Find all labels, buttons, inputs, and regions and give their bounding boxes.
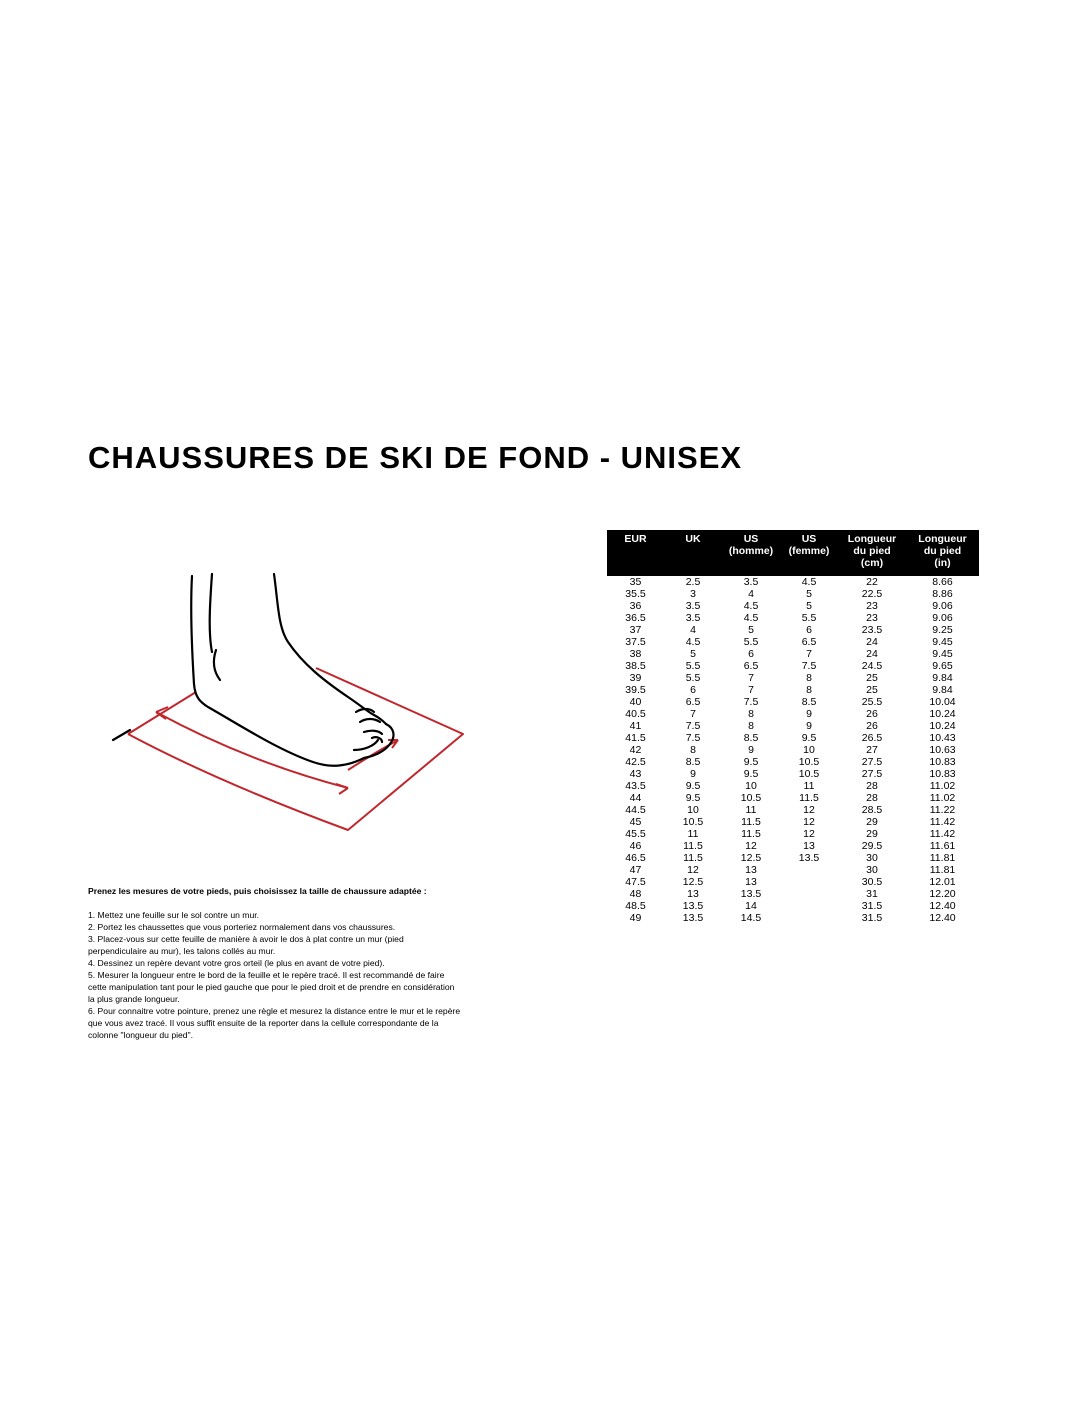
cell-uk: 13.5 — [682, 900, 704, 912]
instruction-step: 5. Mesurer la longueur entre le bord de la feuille et le repère tracé. Il est recommandé de faire cette manipulation tant pour le pied gauche que pour le pied droit et de prendre en considération la plus grande longueur. — [88, 970, 455, 1004]
cell-length-cm: 29.5 — [861, 840, 883, 852]
cell-us-femme — [780, 900, 838, 912]
cell-us-femme: 5.5 — [801, 612, 817, 624]
cell-length-in: 11.02 — [929, 780, 956, 792]
cell-us-femme: 11.5 — [799, 792, 819, 804]
column-header-eur: EUR — [607, 530, 664, 576]
table-row — [607, 624, 979, 636]
cell-us-femme: 5 — [806, 600, 812, 612]
table-row — [607, 720, 979, 732]
cell-us-homme: 5.5 — [743, 636, 759, 648]
cell-us-homme: 3.5 — [743, 576, 759, 588]
cell-uk: 6 — [690, 684, 696, 696]
table-row — [607, 912, 979, 924]
cell-us-homme: 4.5 — [743, 600, 759, 612]
cell-us-homme: 13 — [745, 876, 757, 888]
cell-eur: 45.5 — [625, 828, 646, 840]
cell-eur: 43.5 — [625, 780, 646, 792]
cell-length-in: 12.40 — [929, 900, 956, 912]
cell-us-femme: 9.5 — [801, 732, 817, 744]
cell-length-in: 9.06 — [932, 600, 953, 612]
cell-us-femme: 13 — [803, 840, 815, 852]
cell-length-in: 12.01 — [929, 876, 956, 888]
cell-eur: 48.5 — [625, 900, 646, 912]
cell-eur: 41.5 — [625, 732, 646, 744]
cell-us-homme: 13.5 — [740, 888, 762, 900]
cell-uk: 3.5 — [685, 612, 701, 624]
cell-length-cm: 25 — [866, 672, 878, 684]
size-table — [607, 530, 979, 924]
cell-us-homme: 4 — [748, 588, 754, 600]
cell-eur: 39 — [629, 672, 642, 684]
cell-us-femme: 8.5 — [801, 696, 817, 708]
cell-length-cm: 25.5 — [861, 696, 883, 708]
cell-uk: 4 — [690, 624, 696, 636]
column-header-length-cm: Longueur du pied (cm) — [838, 530, 906, 576]
table-row — [607, 684, 979, 696]
cell-us-homme: 11 — [745, 804, 757, 816]
cell-eur: 45 — [629, 816, 642, 828]
cell-uk: 4.5 — [685, 636, 701, 648]
table-row — [607, 660, 979, 672]
cell-length-in: 9.65 — [932, 660, 953, 672]
cell-length-cm: 31.5 — [861, 912, 883, 924]
cell-us-femme: 12 — [803, 816, 815, 828]
cell-length-in: 9.84 — [932, 684, 953, 696]
cell-us-homme: 6.5 — [743, 660, 759, 672]
table-row — [607, 804, 979, 816]
cell-us-homme: 11.5 — [741, 816, 761, 828]
cell-uk: 10 — [687, 804, 699, 816]
table-row — [607, 636, 979, 648]
column-header-us-homme: US (homme) — [722, 530, 780, 576]
cell-eur: 46 — [629, 840, 642, 852]
cell-length-cm: 30 — [866, 852, 878, 864]
cell-length-in: 11.22 — [929, 804, 956, 816]
cell-eur: 40.5 — [625, 708, 646, 720]
cell-length-cm: 24.5 — [861, 660, 883, 672]
cell-length-cm: 23.5 — [861, 624, 883, 636]
cell-length-in: 8.66 — [932, 576, 953, 588]
instruction-step: 6. Pour connaitre votre pointure, prenez une règle et mesurez la distance entre le mur et le repère que vous avez tracé. Il vous suffit ensuite de la reporter dans la cellule correspondante de la colonne "longueur du pied". — [88, 1006, 461, 1040]
cell-us-homme: 6 — [748, 648, 754, 660]
instruction-step: 3. Placez-vous sur cette feuille de manière à avoir le dos à plat contre un mur (pied perpendiculaire au mur), les talons collés au mur. — [88, 934, 404, 956]
cell-length-in: 10.24 — [929, 720, 956, 732]
table-row — [607, 732, 979, 744]
cell-us-homme: 9 — [748, 744, 754, 756]
cell-us-femme: 12 — [803, 828, 815, 840]
cell-uk: 10.5 — [682, 816, 704, 828]
foot-measurement-icon — [108, 572, 473, 834]
cell-length-cm: 31.5 — [861, 900, 883, 912]
cell-length-cm: 23 — [866, 600, 878, 612]
cell-length-cm: 22 — [866, 576, 878, 588]
cell-us-homme: 9.5 — [743, 768, 759, 780]
cell-us-homme: 8 — [748, 720, 754, 732]
cell-us-homme: 12 — [745, 840, 757, 852]
cell-length-cm: 26 — [866, 720, 878, 732]
table-row — [607, 744, 979, 756]
cell-length-cm: 30.5 — [861, 876, 883, 888]
cell-uk: 7 — [690, 708, 696, 720]
cell-length-cm: 23 — [866, 612, 878, 624]
cell-length-in: 8.86 — [932, 588, 953, 600]
cell-length-in: 11.61 — [929, 840, 956, 852]
column-header-uk: UK — [664, 530, 722, 576]
column-header-us-femme: US (femme) — [780, 530, 838, 576]
cell-uk: 9 — [690, 768, 696, 780]
cell-us-homme: 10.5 — [740, 792, 762, 804]
cell-us-femme: 8 — [806, 684, 812, 696]
table-row — [607, 768, 979, 780]
cell-us-femme: 13.5 — [798, 852, 820, 864]
cell-length-cm: 24 — [866, 636, 878, 648]
cell-eur: 42 — [629, 744, 642, 756]
cell-us-homme: 8.5 — [743, 732, 759, 744]
cell-us-femme: 7.5 — [801, 660, 817, 672]
cell-eur: 35.5 — [625, 588, 646, 600]
cell-length-in: 11.42 — [929, 816, 956, 828]
cell-eur: 41 — [629, 720, 642, 732]
cell-us-femme: 4.5 — [801, 576, 817, 588]
cell-uk: 3 — [690, 588, 696, 600]
cell-us-femme: 9 — [806, 720, 812, 732]
cell-length-in: 9.45 — [932, 648, 953, 660]
instruction-step: 4. Dessinez un repère devant votre gros orteil (le plus en avant de votre pied). — [88, 958, 385, 968]
cell-length-cm: 30 — [866, 864, 878, 876]
cell-us-homme: 8 — [748, 708, 754, 720]
cell-us-homme: 9.5 — [743, 756, 759, 768]
cell-us-femme: 9 — [806, 708, 812, 720]
cell-length-cm: 24 — [866, 648, 878, 660]
cell-us-femme: 10.5 — [798, 768, 820, 780]
cell-us-homme: 10 — [745, 780, 757, 792]
cell-us-femme — [780, 912, 838, 924]
cell-us-femme: 5 — [806, 588, 812, 600]
cell-uk: 8.5 — [685, 756, 701, 768]
cell-us-femme: 8 — [806, 672, 812, 684]
cell-uk: 9.5 — [685, 792, 701, 804]
cell-length-cm: 22.5 — [861, 588, 883, 600]
cell-length-cm: 28 — [866, 792, 878, 804]
instruction-step: 2. Portez les chaussettes que vous porteriez normalement dans vos chaussures. — [88, 922, 396, 932]
cell-length-cm: 28 — [866, 780, 878, 792]
cell-us-homme: 12.5 — [740, 852, 762, 864]
cell-length-in: 11.81 — [929, 864, 956, 876]
cell-length-in: 9.06 — [932, 612, 953, 624]
cell-us-femme: 11 — [803, 780, 815, 792]
table-row — [607, 840, 979, 852]
cell-length-in: 10.63 — [929, 744, 956, 756]
cell-eur: 44 — [629, 792, 642, 804]
cell-length-cm: 27 — [866, 744, 878, 756]
cell-eur: 38 — [629, 648, 642, 660]
cell-length-cm: 28.5 — [861, 804, 883, 816]
cell-eur: 43 — [629, 768, 642, 780]
instruction-step: 1. Mettez une feuille sur le sol contre un mur. — [88, 910, 260, 920]
table-row — [607, 756, 979, 768]
cell-length-in: 9.25 — [932, 624, 953, 636]
cell-eur: 37 — [629, 624, 642, 636]
table-row — [607, 576, 979, 588]
cell-length-in: 12.40 — [929, 912, 956, 924]
cell-length-in: 9.84 — [932, 672, 953, 684]
cell-length-cm: 29 — [866, 816, 878, 828]
cell-uk: 5.5 — [685, 672, 701, 684]
table-row — [607, 792, 979, 804]
cell-us-homme: 11.5 — [741, 828, 761, 840]
cell-us-homme: 7.5 — [743, 696, 759, 708]
table-row — [607, 708, 979, 720]
table-row — [607, 852, 979, 864]
cell-uk: 5.5 — [685, 660, 701, 672]
cell-uk: 8 — [690, 744, 696, 756]
cell-us-femme: 6.5 — [801, 636, 817, 648]
cell-length-cm: 27.5 — [861, 768, 883, 780]
cell-us-homme: 14 — [745, 900, 757, 912]
cell-us-femme — [780, 888, 838, 900]
size-chart — [607, 530, 967, 924]
cell-length-in: 10.83 — [929, 768, 956, 780]
table-row — [607, 828, 979, 840]
table-row — [607, 696, 979, 708]
table-header-row — [607, 530, 979, 576]
cell-length-in: 10.43 — [929, 732, 956, 744]
cell-length-in: 10.83 — [929, 756, 956, 768]
cell-length-in: 11.02 — [929, 792, 956, 804]
cell-length-in: 11.42 — [929, 828, 956, 840]
cell-length-in: 12.20 — [929, 888, 956, 900]
table-row — [607, 876, 979, 888]
cell-uk: 11.5 — [683, 840, 703, 852]
cell-us-femme: 12 — [803, 804, 815, 816]
cell-eur: 36 — [629, 600, 642, 612]
cell-eur: 39.5 — [625, 684, 646, 696]
cell-eur: 49 — [629, 912, 642, 924]
table-row — [607, 612, 979, 624]
cell-eur: 44.5 — [625, 804, 646, 816]
cell-us-homme: 14.5 — [740, 912, 762, 924]
instructions — [88, 885, 463, 1041]
cell-us-homme: 13 — [745, 864, 757, 876]
cell-uk: 12.5 — [682, 876, 704, 888]
cell-eur: 48 — [629, 888, 642, 900]
cell-eur: 42.5 — [625, 756, 646, 768]
cell-length-cm: 26 — [866, 708, 878, 720]
cell-uk: 12 — [687, 864, 699, 876]
cell-uk: 5 — [690, 648, 696, 660]
table-row — [607, 780, 979, 792]
cell-us-homme: 5 — [748, 624, 754, 636]
column-header-length-in: Longueur du pied (in) — [906, 530, 979, 576]
cell-us-femme — [780, 864, 838, 876]
cell-uk: 7.5 — [685, 720, 701, 732]
table-row — [607, 600, 979, 612]
cell-length-cm: 31 — [866, 888, 878, 900]
cell-us-femme: 10 — [803, 744, 815, 756]
cell-eur: 47.5 — [625, 876, 646, 888]
table-row — [607, 900, 979, 912]
instructions-intro: Prenez les mesures de votre pieds, puis choisissez la taille de chaussure adaptée : — [88, 886, 427, 896]
cell-length-cm: 29 — [866, 828, 878, 840]
cell-length-in: 9.45 — [932, 636, 953, 648]
table-row — [607, 864, 979, 876]
cell-length-in: 11.81 — [929, 852, 956, 864]
cell-uk: 11 — [687, 828, 699, 840]
cell-eur: 35 — [629, 576, 642, 588]
cell-uk: 11.5 — [683, 852, 703, 864]
cell-eur: 36.5 — [625, 612, 646, 624]
cell-us-femme: 6 — [806, 624, 812, 636]
cell-us-femme: 10.5 — [798, 756, 820, 768]
cell-eur: 38.5 — [625, 660, 646, 672]
cell-us-femme — [780, 876, 838, 888]
cell-us-femme: 7 — [806, 648, 812, 660]
table-row — [607, 648, 979, 660]
cell-length-cm: 26.5 — [861, 732, 883, 744]
cell-eur: 37.5 — [625, 636, 646, 648]
cell-uk: 7.5 — [685, 732, 701, 744]
cell-uk: 13.5 — [682, 912, 704, 924]
cell-eur: 46.5 — [625, 852, 646, 864]
cell-uk: 6.5 — [685, 696, 701, 708]
page-title: CHAUSSURES DE SKI DE FOND - UNISEX — [88, 440, 743, 475]
cell-uk: 2.5 — [685, 576, 701, 588]
cell-us-homme: 7 — [748, 684, 754, 696]
cell-length-in: 10.24 — [929, 708, 956, 720]
table-row — [607, 888, 979, 900]
cell-us-homme: 7 — [748, 672, 754, 684]
table-row — [607, 588, 979, 600]
cell-uk: 9.5 — [685, 780, 701, 792]
cell-uk: 13 — [687, 888, 699, 900]
cell-us-homme: 4.5 — [743, 612, 759, 624]
cell-uk: 3.5 — [685, 600, 701, 612]
cell-length-cm: 25 — [866, 684, 878, 696]
cell-eur: 47 — [629, 864, 642, 876]
cell-length-in: 10.04 — [929, 696, 956, 708]
table-row — [607, 672, 979, 684]
cell-eur: 40 — [629, 696, 642, 708]
cell-length-cm: 27.5 — [861, 756, 883, 768]
table-row — [607, 816, 979, 828]
